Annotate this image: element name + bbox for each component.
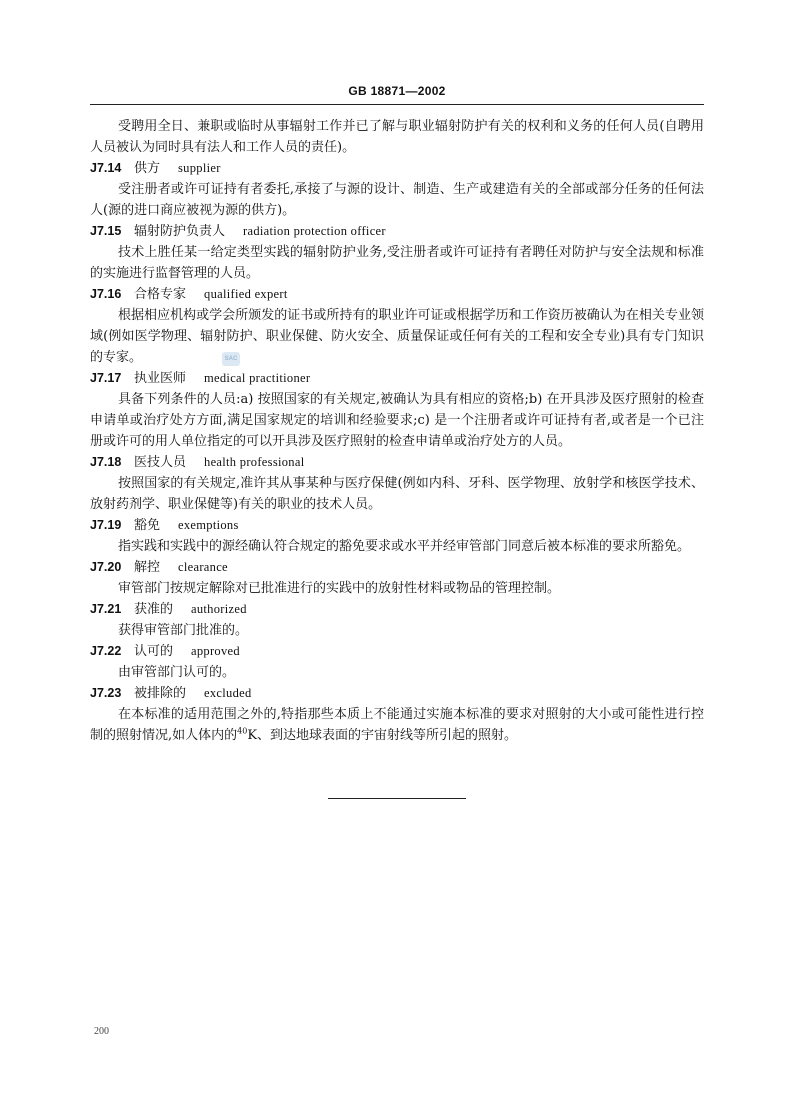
isotope-mass-number: 40 — [237, 726, 248, 736]
term-chinese: 执业医师 — [134, 371, 187, 386]
intro-paragraph: 受聘用全日、兼职或临时从事辐射工作并已了解与职业辐射防护有关的权利和义务的任何人员(自聘用人员被认为同时具有法人和工作人员的责任)。 — [90, 119, 704, 155]
term-heading — [90, 452, 704, 473]
term-chinese: 解控 — [134, 560, 161, 575]
term-english: exemptions — [178, 518, 239, 532]
sac-watermark-stamp: SAC — [222, 352, 240, 366]
term-english: approved — [191, 644, 240, 658]
term-heading — [90, 599, 704, 620]
term-english: health professional — [204, 455, 305, 469]
term-definition: 根据相应机构或学会所颁发的证书或所持有的职业许可证或根据学历和工作资历被确认为在相关专业领域(例如医学物理、辐射防护、职业保健、防火安全、质量保证或任何有关的工程和安全专业)具有专门知识的专家。 — [90, 308, 704, 365]
term-chinese: 供方 — [134, 161, 161, 176]
header-divider — [90, 104, 704, 105]
term-definition: 按照国家的有关规定,准许其从事某种与医疗保健(例如内科、牙科、医学物理、放射学和核医学技术、放射药剂学、职业保健等)有关的职业的技术人员。 — [90, 476, 704, 512]
term-heading — [90, 557, 704, 578]
term-number: J7.20 — [90, 560, 122, 574]
page-number: 200 — [94, 1026, 109, 1037]
term-english: clearance — [178, 560, 228, 574]
term-english: authorized — [191, 602, 247, 616]
term-english: excluded — [204, 686, 252, 700]
page-header-standard-code: GB 18871—2002 — [348, 84, 446, 98]
definition-text: 在本标准的适用范围之外的,特指那些本质上不能通过实施本标准的要求对照射的大小或可能性进行控制的照射情况,如人体内的 — [90, 707, 704, 743]
term-definition: 具备下列条件的人员:a) 按照国家的有关规定,被确认为具有相应的资格;b) 在开具涉及医疗照射的检查申请单或治疗处方方面,满足国家规定的培训和经验要求;c) 是一个注册者或许可证持有者,或者是一个已注册或许可的用人单位指定的可以开具涉及医疗照射的检查申请单或治疗处方的人员。 — [90, 392, 704, 449]
term-chinese: 医技人员 — [134, 455, 187, 470]
term-english: medical practitioner — [204, 371, 311, 385]
term-number: J7.15 — [90, 224, 122, 238]
term-number: J7.18 — [90, 455, 122, 469]
term-definition: 审管部门按规定解除对已批准进行的实践中的放射性材料或物品的管理控制。 — [118, 581, 561, 596]
term-chinese: 辐射防护负责人 — [134, 224, 226, 239]
end-of-document-rule — [328, 798, 466, 799]
term-chinese: 被排除的 — [134, 686, 187, 701]
document-body — [90, 116, 704, 746]
term-number: J7.16 — [90, 287, 122, 301]
term-heading — [90, 221, 704, 242]
term-chinese: 获准的 — [134, 602, 174, 617]
term-definition: 由审管部门认可的。 — [118, 665, 236, 680]
term-definition: 获得审管部门批准的。 — [118, 623, 249, 638]
term-number: J7.17 — [90, 371, 122, 385]
term-heading — [90, 683, 704, 704]
term-chinese: 豁免 — [134, 518, 161, 533]
term-heading — [90, 641, 704, 662]
term-number: J7.14 — [90, 161, 122, 175]
term-heading — [90, 368, 704, 389]
term-english: radiation protection officer — [243, 224, 386, 238]
definition-text: K、到达地球表面的宇宙射线等所引起的照射。 — [247, 728, 518, 743]
term-definition: 技术上胜任某一给定类型实践的辐射防护业务,受注册者或许可证持有者聘任对防护与安全法规和标准的实施进行监督管理的人员。 — [90, 245, 704, 281]
term-definition: 指实践和实践中的源经确认符合规定的豁免要求或水平并经审管部门同意后被本标准的要求所豁免。 — [118, 539, 691, 554]
term-number: J7.19 — [90, 518, 122, 532]
term-number: J7.21 — [90, 602, 122, 616]
term-number: J7.22 — [90, 644, 122, 658]
term-heading — [90, 158, 704, 179]
term-list — [90, 158, 704, 746]
term-number: J7.23 — [90, 686, 122, 700]
term-definition: 受注册者或许可证持有者委托,承接了与源的设计、制造、生产或建造有关的全部或部分任务的任何法人(源的进口商应被视为源的供方)。 — [90, 182, 704, 218]
term-english: supplier — [178, 161, 221, 175]
term-chinese: 合格专家 — [134, 287, 187, 302]
term-heading — [90, 284, 704, 305]
term-definition — [90, 704, 704, 746]
term-chinese: 认可的 — [134, 644, 174, 659]
term-english: qualified expert — [204, 287, 288, 301]
term-heading — [90, 515, 704, 536]
